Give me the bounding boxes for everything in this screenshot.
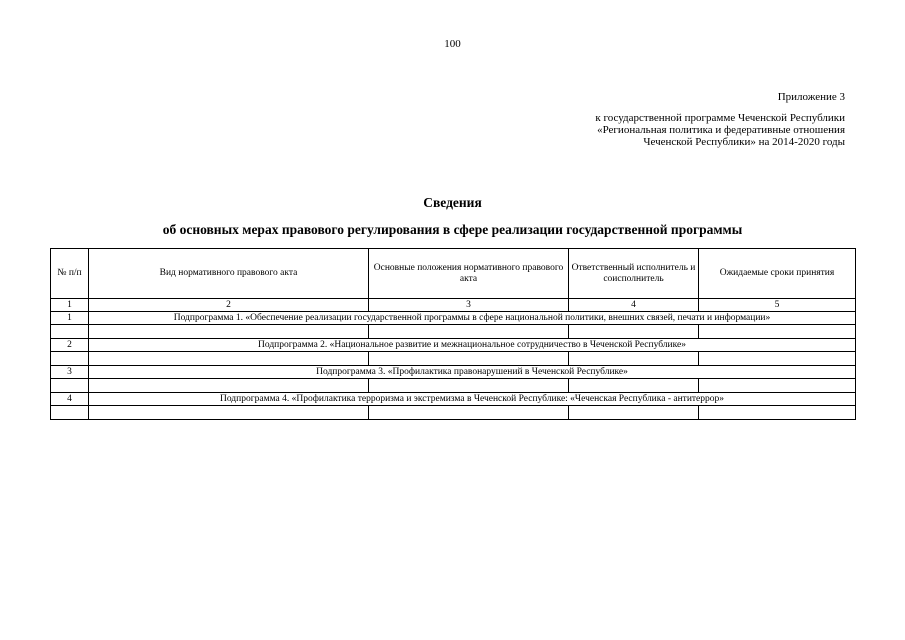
table-cell — [369, 352, 569, 366]
table-cell — [569, 379, 699, 393]
subprogram-row — [51, 366, 856, 379]
subprogram-title: Подпрограмма 3. «Профилактика правонарушений в Чеченской Республике» — [89, 366, 856, 379]
document-subheading: об основных мерах правового регулирования в сфере реализации государственной программы — [162, 222, 743, 237]
table-cell — [569, 352, 699, 366]
table-cell — [89, 352, 369, 366]
header-number: № п/п — [51, 249, 89, 299]
column-number: 5 — [699, 299, 856, 312]
column-number: 4 — [569, 299, 699, 312]
table-cell — [89, 325, 369, 339]
page-number: 100 — [444, 38, 461, 50]
table-cell — [369, 325, 569, 339]
table-cell — [51, 352, 89, 366]
subprogram-number: 4 — [51, 393, 89, 406]
header-responsible: Ответственный исполнитель и соисполнитель — [569, 249, 699, 299]
column-number: 3 — [369, 299, 569, 312]
table-cell — [569, 325, 699, 339]
table-row — [51, 379, 856, 393]
table-cell — [699, 379, 856, 393]
column-number: 2 — [89, 299, 369, 312]
subprogram-row — [51, 393, 856, 406]
subprogram-number: 2 — [51, 339, 89, 352]
subprogram-title: Подпрограмма 2. «Национальное развитие и межнациональное сотрудничество в Чеченской Республике» — [89, 339, 856, 352]
table-cell — [51, 406, 89, 420]
subprogram-number: 3 — [51, 366, 89, 379]
table-cell — [569, 406, 699, 420]
subprogram-title: Подпрограмма 1. «Обеспечение реализации государственной программы в сфере национальной политики, внешних связей, печати и информации» — [89, 312, 856, 325]
table-header-row — [51, 249, 856, 299]
table-cell — [369, 406, 569, 420]
table-cell — [699, 352, 856, 366]
appendix-block — [595, 91, 845, 148]
column-number: 1 — [51, 299, 89, 312]
subprogram-title: Подпрограмма 4. «Профилактика терроризма и экстремизма в Чеченской Республике: «Чеченская Республика - антитеррор» — [89, 393, 856, 406]
document-heading: Сведения — [423, 195, 482, 210]
table-row — [51, 352, 856, 366]
table-row — [51, 406, 856, 420]
subprogram-row — [51, 339, 856, 352]
appendix-line: Чеченской Республики» на 2014-2020 годы — [643, 136, 845, 148]
header-act-provisions: Основные положения нормативного правового акта — [369, 249, 569, 299]
appendix-line: «Региональная политика и федеративные отношения — [597, 124, 845, 136]
table-row — [51, 325, 856, 339]
table-cell — [51, 325, 89, 339]
table-cell — [369, 379, 569, 393]
subprogram-row — [51, 312, 856, 325]
table-cell — [89, 406, 369, 420]
table-cell — [89, 379, 369, 393]
subprogram-number: 1 — [51, 312, 89, 325]
table-cell — [699, 325, 856, 339]
header-deadline: Ожидаемые сроки принятия — [699, 249, 856, 299]
appendix-title: Приложение 3 — [777, 91, 845, 103]
measures-table — [50, 248, 856, 420]
header-act-type: Вид нормативного правового акта — [89, 249, 369, 299]
appendix-line: к государственной программе Чеченской Республики — [595, 112, 845, 124]
column-number-row — [51, 299, 856, 312]
table-cell — [51, 379, 89, 393]
table-cell — [699, 406, 856, 420]
